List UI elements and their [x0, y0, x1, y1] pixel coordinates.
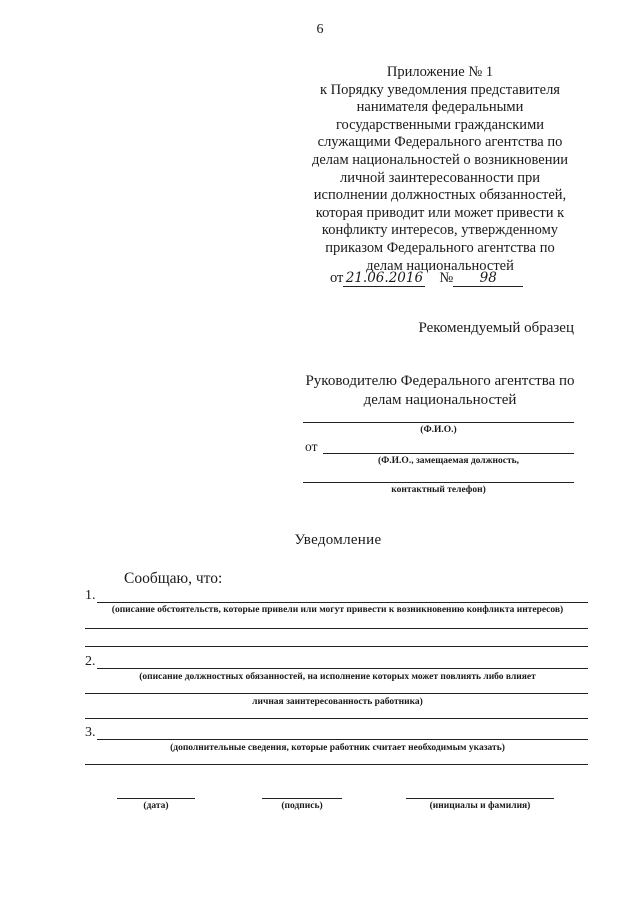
- item-1-extra-line[interactable]: [85, 628, 588, 629]
- fio-field-line[interactable]: [303, 422, 574, 423]
- order-number-handwritten: 98: [453, 271, 523, 287]
- appendix-line: личной заинтересованности при: [339, 169, 541, 186]
- page-number: 6: [316, 22, 324, 37]
- addressee-block: [290, 372, 590, 409]
- appendix-line: делам национальностей о возникновении: [311, 151, 569, 168]
- phone-caption: контактный телефон): [391, 485, 486, 495]
- item-1-field-line[interactable]: [97, 602, 588, 603]
- name-caption: (инициалы и фамилия): [429, 801, 531, 811]
- appendix-line: Приложение № 1: [386, 64, 494, 80]
- item-3-number: 3.: [85, 725, 96, 740]
- item-2-caption: (описание должностных обязанностей, на исполнение которых может повлиять либо влияет: [139, 672, 536, 682]
- date-caption: (дата): [143, 801, 169, 811]
- item-1-caption: (описание обстоятельств, которые привели или могут привести к возникновению конфликта интересов): [111, 605, 564, 615]
- item-3-caption: (дополнительные сведения, которые работник считает необходимым указать): [170, 743, 505, 753]
- addressee-line: Руководителю Федерального агентства по: [305, 373, 575, 389]
- signature-field-line[interactable]: [262, 798, 342, 799]
- item-3-field-line[interactable]: [97, 739, 588, 740]
- appendix-line: к Порядку уведомления представителя: [320, 81, 560, 98]
- item-3-extra-line[interactable]: [85, 764, 588, 765]
- appendix-line: конфликту интересов, утвержденному: [321, 222, 559, 239]
- appendix-line: которая приводит или может привести к: [315, 204, 565, 221]
- from-label-addressee: от: [305, 439, 318, 454]
- appendix-line: нанимателя федеральными: [356, 99, 524, 116]
- order-date-handwritten: 21.06.2016: [343, 271, 425, 287]
- appendix-line: государственными гражданскими: [335, 116, 545, 133]
- recommended-sample-label: Рекомендуемый образец: [418, 320, 574, 336]
- position-caption: (Ф.И.О., замещаемая должность,: [377, 456, 520, 466]
- intro-text: Сообщаю, что:: [124, 570, 223, 587]
- phone-field-line[interactable]: [303, 482, 574, 483]
- item-2-field-line[interactable]: [97, 668, 588, 669]
- fio-caption: (Ф.И.О.): [420, 425, 457, 435]
- number-label: №: [439, 270, 454, 286]
- name-field-line[interactable]: [406, 798, 554, 799]
- from-label: от: [330, 270, 344, 286]
- appendix-line: делам национальностей: [366, 257, 514, 274]
- date-field-line[interactable]: [117, 798, 195, 799]
- item-2-number: 2.: [85, 654, 96, 669]
- order-date-number: [330, 270, 523, 287]
- appendix-line: служащими Федерального агентства по: [317, 134, 563, 151]
- signature-caption: (подпись): [281, 801, 323, 811]
- item-2-caption: личная заинтересованность работника): [252, 697, 423, 707]
- document-title: Уведомление: [294, 532, 382, 548]
- addressee-line: делам национальностей: [363, 391, 517, 408]
- item-2-extra-line[interactable]: [85, 693, 588, 694]
- appendix-line: приказом Федерального агентства по: [325, 239, 555, 256]
- item-1-number: 1.: [85, 588, 96, 603]
- item-1-extra-line[interactable]: [85, 646, 588, 647]
- item-2-extra-line[interactable]: [85, 718, 588, 719]
- appendix-header: [290, 64, 590, 275]
- appendix-line: исполнении должностных обязанностей,: [313, 187, 567, 204]
- from-field-line[interactable]: [323, 453, 574, 454]
